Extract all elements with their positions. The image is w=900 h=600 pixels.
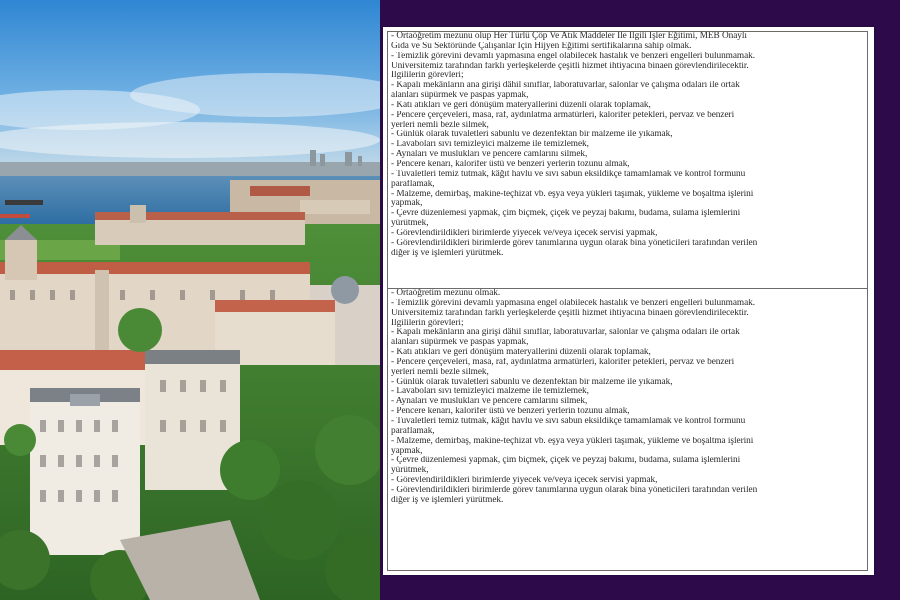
- document-text-line: İlgililerin görevleri;: [391, 318, 464, 328]
- campus-aerial-photo: [0, 0, 380, 600]
- document-text-line: - Günlük olarak tuvaletleri sabunlu ve dezenfektan bir malzeme ile yıkamak,: [391, 377, 673, 387]
- document-text-line: Gıda ve Su Sektöründe Çalışanlar İçin Hijyen Eğitimi sertifikalarına sahip olmak.: [391, 41, 692, 51]
- document-text-line: - Pencere çerçeveleri, masa, raf, aydınlatma armatürleri, kalorifer petekleri, pervaz ve benzeri: [391, 110, 735, 120]
- document-text-line: - Çevre düzenlemesi yapmak, çim biçmek, çiçek ve peyzaj bakımı, budama, sulama işlemlerini: [391, 456, 741, 466]
- document-text-line: paraflamak,: [391, 426, 435, 436]
- document-text-line: Üniversitemiz tarafından farklı yerleşkelerde çeşitli hizmet ihtiyacına binaen görevlendirilecektir.: [391, 61, 749, 71]
- document-text-line: yapmak,: [391, 446, 423, 456]
- document-text-line: - Lavaboları sıvı temizleyici malzeme ile temizlemek,: [391, 387, 589, 397]
- document-text-line: - Ortaöğretim mezunu olup Her Türlü Çöp Ve Atık Maddeler İle İlgili İşler Eğitimi, MEB Onaylı: [391, 32, 747, 41]
- document-text-line: - Malzeme, demirbaş, makine-teçhizat vb. eşya veya yükleri taşımak, yükleme ve boşaltma işlerini: [391, 436, 754, 446]
- document-text-line: yerleri nemli bezle silmek,: [391, 367, 489, 377]
- document-text-line: - Görevlendirildikleri birimlerde yiyecek ve/veya içecek servisi yapmak,: [391, 476, 658, 486]
- document-text-line: İlgililerin görevleri;: [391, 71, 464, 81]
- document-text-line: paraflamak,: [391, 179, 435, 189]
- document-text-line: - Görevlendirildikleri birimlerde görev tanımlarına uygun olarak bina yöneticileri tarafından verilen: [391, 238, 758, 248]
- document-text-line: - Görevlendirildikleri birimlerde görev tanımlarına uygun olarak bina yöneticileri tarafından verilen: [391, 485, 758, 495]
- document-text-line: diğer iş ve işlemleri yürütmek.: [391, 248, 504, 258]
- document-text-line: yürütmek,: [391, 219, 429, 229]
- requirements-block-1: [388, 32, 867, 289]
- document-text-line: - Kapalı mekânların ana girişi dâhil sınıflar, laboratuvarlar, salonlar ve çalışma odaları ile ortak: [391, 81, 740, 91]
- document-text-line: alanları süpürmek ve paspas yapmak,: [391, 91, 529, 101]
- document-text-line: - Çevre düzenlemesi yapmak, çim biçmek, çiçek ve peyzaj bakımı, budama, sulama işlemlerini: [391, 209, 741, 219]
- document-text-line: Üniversitemiz tarafından farklı yerleşkelerde çeşitli hizmet ihtiyacına binaen görevlendirilecektir.: [391, 308, 749, 318]
- document-text-line: - Ortaöğretim mezunu olmak.: [391, 289, 501, 298]
- document-text-line: - Tuvaletleri temiz tutmak, kâğıt havlu ve sıvı sabun eksildikçe tamamlamak ve kontrol formunu: [391, 416, 746, 426]
- document-text-line: - Tuvaletleri temiz tutmak, kâğıt havlu ve sıvı sabun eksildikçe tamamlamak ve kontrol formunu: [391, 169, 746, 179]
- document-text-line: - Aynaları ve muslukları ve pencere camlarını silmek,: [391, 397, 588, 407]
- document-text-line: - Lavaboları sıvı temizleyici malzeme ile temizlemek,: [391, 140, 589, 150]
- document-text-line: - Pencere kenarı, kalorifer üstü ve benzeri yerlerin tozunu almak,: [391, 407, 630, 417]
- document-text-line: - Aynaları ve muslukları ve pencere camlarını silmek,: [391, 150, 588, 160]
- requirements-block-2: [388, 289, 867, 570]
- document-text-line: yerleri nemli bezle silmek,: [391, 120, 489, 130]
- document-text-line: - Temizlik görevini devamlı yapmasına engel olabilecek hastalık ve benzeri engelleri bulunmamak.: [391, 298, 756, 308]
- document-page: [383, 27, 874, 575]
- document-text-line: - Pencere kenarı, kalorifer üstü ve benzeri yerlerin tozunu almak,: [391, 159, 630, 169]
- document-text-line: yapmak,: [391, 199, 423, 209]
- document-text-line: - Katı atıkları ve geri dönüşüm materyallerini düzenli olarak toplamak,: [391, 348, 651, 358]
- document-text-line: - Katı atıkları ve geri dönüşüm materyallerini düzenli olarak toplamak,: [391, 100, 651, 110]
- requirements-table: [387, 31, 868, 571]
- document-text-line: diğer iş ve işlemleri yürütmek.: [391, 495, 504, 505]
- document-text-line: - Görevlendirildikleri birimlerde yiyecek ve/veya içecek servisi yapmak,: [391, 228, 658, 238]
- document-text-line: - Pencere çerçeveleri, masa, raf, aydınlatma armatürleri, kalorifer petekleri, pervaz ve benzeri: [391, 357, 735, 367]
- document-text-line: - Kapalı mekânların ana girişi dâhil sınıflar, laboratuvarlar, salonlar ve çalışma odaları ile ortak: [391, 328, 740, 338]
- document-text-line: - Temizlik görevini devamlı yapmasına engel olabilecek hastalık ve benzeri engelleri bulunmamak.: [391, 51, 756, 61]
- document-text-line: - Günlük olarak tuvaletleri sabunlu ve dezenfektan bir malzeme ile yıkamak,: [391, 130, 673, 140]
- document-text-line: alanları süpürmek ve paspas yapmak,: [391, 338, 529, 348]
- document-text-line: - Malzeme, demirbaş, makine-teçhizat vb. eşya veya yükleri taşımak, yükleme ve boşaltma işlerini: [391, 189, 754, 199]
- document-text-line: yürütmek,: [391, 466, 429, 476]
